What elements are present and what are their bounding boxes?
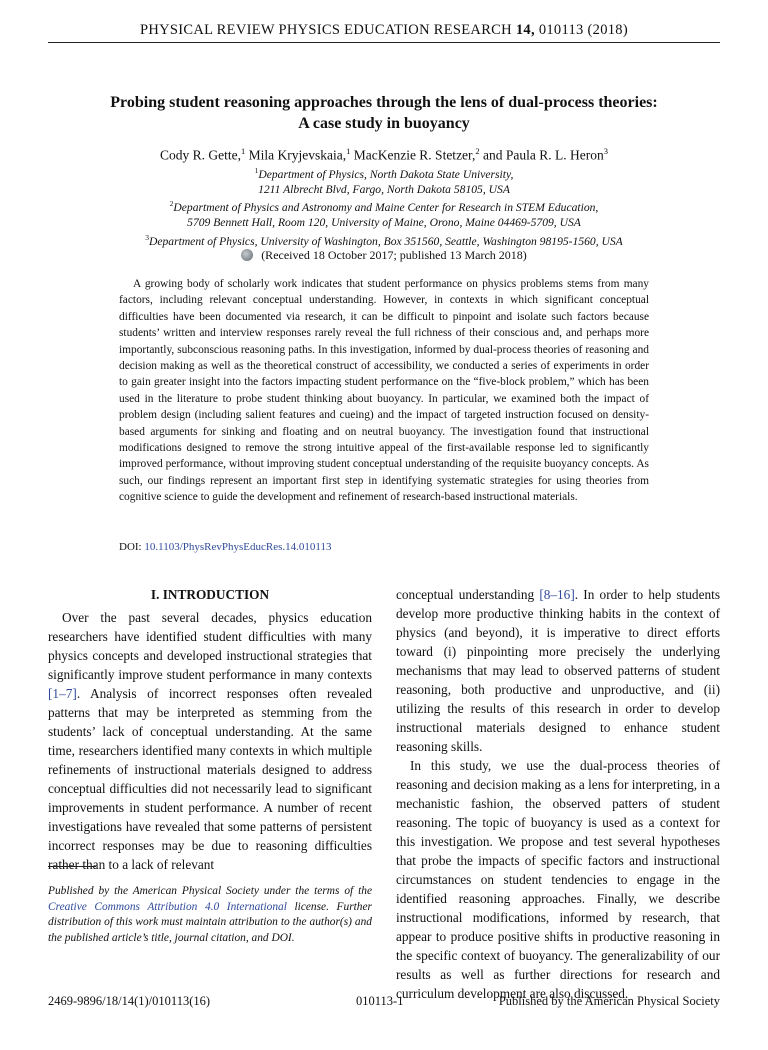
title-line-2: A case study in buoyancy: [298, 115, 470, 132]
author-affiliation-mark: 3: [603, 146, 608, 156]
affiliation-2-line-2: 5709 Bennett Hall, Room 120, University of Maine, Orono, Maine 04469-5709, USA: [187, 215, 581, 229]
doi-link[interactable]: 10.1103/PhysRevPhysEducRes.14.010113: [144, 541, 332, 553]
affiliation-2-line-1: $^2$Department of Physics and Astronomy and Maine Center for Research in STEM Education,: [169, 199, 599, 215]
section-heading-introduction: I. INTRODUCTION: [150, 587, 270, 602]
license-link[interactable]: Creative Commons Attribution 4.0 International: [48, 900, 287, 913]
paper-title: [48, 92, 720, 134]
affiliation-1-line-2: 1211 Albrecht Blvd, Fargo, North Dakota 58105, USA: [258, 182, 510, 196]
running-head: [48, 22, 720, 39]
intro-paragraph-1: Over the past several decades, physics education researchers have identified student difficulties with many physics concepts and developed instructional strategies that significantly improve student performance in many contexts [1–7]. Analysis of incorrect responses often revealed patterns that may be interpreted as stemming from the students’ lack of conceptual understanding. At the same time, researchers identified many contexts in which multiple refinements of instructional materials designed to address conceptual difficulties did not necessarily lead to significant improvements in student performance. A number of recent investigations have revealed that some patterns of persistent incorrect responses may be due to reasoning difficulties rather than to a lack of relevant: [48, 610, 372, 872]
journal-volume: 14,: [515, 22, 535, 38]
received-date: [48, 248, 720, 263]
footnote-rule: [48, 866, 96, 867]
affiliations: [48, 164, 720, 249]
intro-paragraph-2: In this study, we use the dual-process theories of reasoning and decision making as a lens for interpreting, in a mechanistic fashion, the observed patters of student reasoning. The topic of buoyancy is used as a context for this investigation. We propose and test several hypotheses that probe the impacts of specific factors and instructional circumstances on student tendencies to engage in the identified reasoning approaches. Finally, we describe instructional modifications, informed by research, that appear to produce positive shifts in productive reasoning in the specific context of buoyancy. The generalizability of our results as well as further directions for research and curriculum development are also discussed.: [396, 758, 720, 1001]
intro-paragraph-1-continued: conceptual understanding [8–16]. In order to help students develop more productive thinking habits in the context of physics (and beyond), it is imperative to direct efforts toward (i) pinpointing more precisely the underlying mechanisms that may lead to observed patterns of student reasoning, both productive and unproductive, and (ii) utilizing the results of this research in order to develop instructional materials designed to enhance student reasoning skills.: [396, 587, 720, 754]
abstract: A growing body of scholarly work indicates that student performance on physics problems stems from many factors, including relevant conceptual understanding. However, in contexts in which significant conceptual difficulties have been documented via research, it can be difficult to pinpoint and isolate such factors because students’ written and interview responses rarely reveal the full richness of their conscious and, and perhaps more importantly, subconscious reasoning paths. In this investigation, informed by dual-process theories of reasoning and decision making as well as the theoretical construct of accessibility, we conducted a series of experiments in order to gain greater insight into the factors impacting student performance on the “five-block problem,” which has been used in the literature to probe student thinking about buoyancy. In particular, we examined both the impact of problem design (including salient features and cueing) and the impact of targeted instruction focused on density-based arguments for sinking and floating and on neutral buoyancy. The investigation found that instructional modifications designed to remove the strong intuitive appeal of the first-available response led to significantly improved performance, without improving student conceptual understanding of the requisite buoyancy concepts. As such, our findings represent an important first step in identifying systematic strategies for using theories from cognitive science to guide the development and refinement of research-based instructional materials.: [119, 278, 649, 504]
received-text: (Received 18 October 2017; published 13 March 2018): [261, 248, 527, 262]
doi-line: [119, 541, 331, 553]
footer-publisher: Published by the American Physical Society: [498, 994, 720, 1008]
right-column: [396, 585, 720, 1003]
citation-link[interactable]: [1–7]: [48, 686, 77, 701]
crossmark-check-icon[interactable]: [241, 249, 253, 261]
license-footnote: Published by the American Physical Society under the terms of the Creative Commons Attribution 4.0 International license. Further distribution of this work must maintain attribution to the author(s) and the published article’s title, journal citation, and DOI.: [48, 885, 372, 944]
citation-link[interactable]: [8–16]: [539, 587, 575, 602]
author-name: Cody R. Gette,: [159, 147, 241, 163]
author-name: MacKenzie R. Stetzer,: [353, 147, 476, 163]
author-affiliation-mark: 1: [346, 146, 351, 156]
journal-name: PHYSICAL REVIEW PHYSICS EDUCATION RESEARCH: [140, 22, 512, 38]
affiliation-3: $^3$Department of Physics, University of Washington, Box 351560, Seattle, Washington 98195-1560, USA: [145, 232, 623, 248]
left-column: [48, 585, 372, 874]
affiliation-1-line-1: $^1$Department of Physics, North Dakota State University,: [254, 166, 514, 181]
footer-page-number: 010113-1: [356, 994, 404, 1008]
author-list: [48, 146, 720, 164]
doi-label: DOI:: [119, 541, 142, 553]
footer-issn: 2469-9896/18/14(1)/010113(16): [48, 994, 211, 1008]
author-affiliation-mark: 1: [240, 146, 246, 156]
title-line-1: Probing student reasoning approaches through the lens of dual-process theories:: [110, 94, 658, 111]
author-name: and Paula R. L. Heron: [483, 147, 604, 163]
article-number-year: 010113 (2018): [538, 22, 628, 38]
author-affiliation-mark: 2: [475, 146, 480, 156]
author-name: Mila Kryjevskaia,: [248, 147, 347, 163]
header-rule: [48, 42, 720, 43]
